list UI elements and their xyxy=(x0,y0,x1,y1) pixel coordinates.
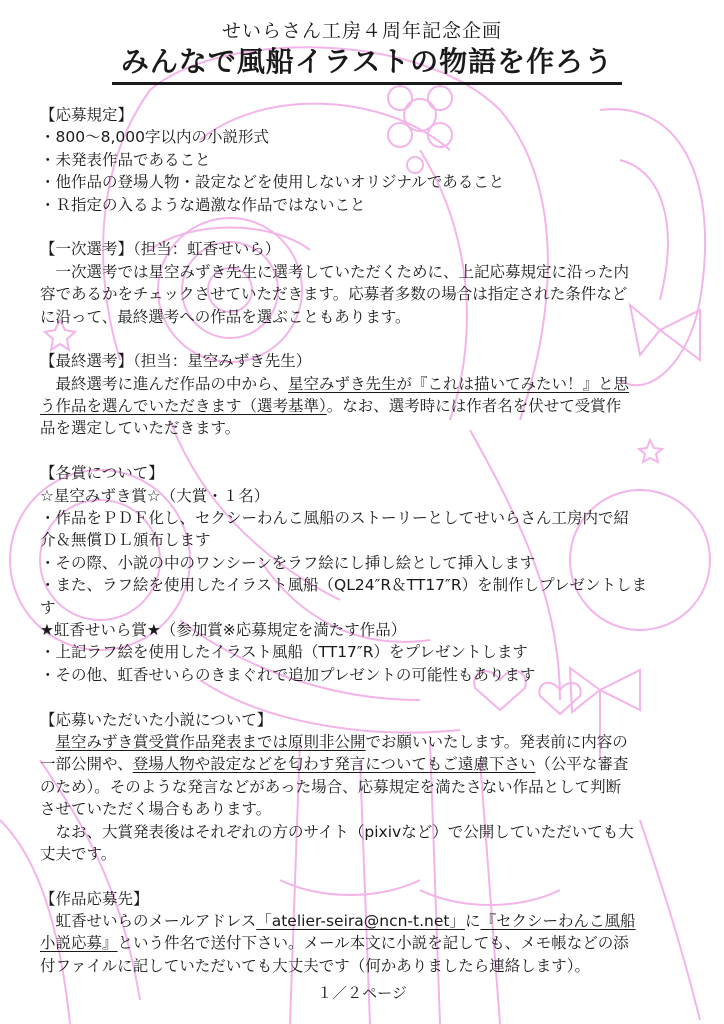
list-item: ・他作品の登場人物・設定などを使用しないオリジナルであること xyxy=(40,173,505,192)
email-address-link[interactable]: 「atelier-seira@ncn-t.net」 xyxy=(256,912,465,931)
section-heading-first-selection xyxy=(40,238,704,260)
paragraph-line xyxy=(40,910,704,932)
paragraph-line: なお、大賞発表後はそれぞれの方のサイト（pixivなど）で公開していただいても大 xyxy=(40,822,634,841)
list-item: ・上記ラフ絵を使用したイラスト風船（TT17″R）をプレゼントします xyxy=(40,643,528,662)
page-subtitle: せいらさん工房４周年記念企画 xyxy=(221,20,502,42)
section-heading-final-selection xyxy=(40,350,704,372)
section-heading-awards: 【各賞について】 xyxy=(40,464,164,483)
text-span: 虹香せいらのメールアドレス xyxy=(40,912,257,931)
paragraph-line: に沿って、最終選考への作品を選ぶこともあります。 xyxy=(40,307,411,326)
section-heading-about-novels: 【応募いただいた小説について】 xyxy=(40,710,273,729)
heading-note: （担当：虹香せいら） xyxy=(133,240,281,259)
award-title-grand: ☆星空みずき賞☆（大賞・１名） xyxy=(40,486,270,505)
list-item: ・その他、虹香せいらのきまぐれで追加プレゼントの可能性もあります xyxy=(40,665,536,684)
list-item: ・その際、小説の中のワンシーンをラフ絵にし挿し絵として挿入します xyxy=(40,553,536,572)
underlined-text: 『セクシーわんこ風船 xyxy=(480,912,636,931)
paragraph-line xyxy=(40,932,704,954)
text-span: でお願いいたします。発表前に内容の xyxy=(365,732,628,751)
page-number: １／２ページ xyxy=(317,984,407,1002)
text-span: という件名で送付下さい。メール本文に小説を記しても、メモ帳などの添 xyxy=(117,934,629,953)
text-span: 一部公開や、 xyxy=(40,755,133,774)
paragraph-line: 一次選考では星空みずき先生に選考していただくために、上記応募規定に沿った内 xyxy=(40,262,630,281)
paragraph-line xyxy=(40,753,704,775)
list-item: ・また、ラフ絵を使用したイラスト風船（QL24″R＆TT17″R）を制作しプレゼントしま xyxy=(40,576,647,595)
text-span: に xyxy=(464,912,481,931)
paragraph-line: 付ファイルに記していただいても大丈夫です（何かありましたら連絡します）。 xyxy=(40,956,590,975)
paragraph-line: させていただく場合もあります。 xyxy=(40,800,272,819)
heading-label: 【最終選考】 xyxy=(40,352,134,371)
underlined-text: 星空みずき先生が『これは描いてみたい！』と思 xyxy=(288,374,630,393)
underlined-text: う作品を選んでいただきます（選考基準） xyxy=(40,397,327,416)
section-heading-submission: 【作品応募先】 xyxy=(40,889,149,908)
paragraph-line: のため）。そのような発言などがあった場合、応募規定を満たさない作品として判断 xyxy=(40,777,622,796)
list-item: 介＆無償ＤＬ頒布します xyxy=(40,531,211,550)
list-item: ・作品をＰＤＦ化し、セクシーわんこ風船のストーリーとしてせいらさん工房内で紹 xyxy=(40,509,630,528)
heading-note: （担当：星空みずき先生） xyxy=(133,352,312,371)
section-heading-rules: 【応募規定】 xyxy=(40,106,134,124)
paragraph-line: 容であるかをチェックさせていただきます。応募者多数の場合は指定された条件など xyxy=(40,285,628,304)
list-item: ・800～8,000字以内の小説形式 xyxy=(40,128,269,147)
document-body xyxy=(40,104,704,977)
paragraph-line: 品を選定していただきます。 xyxy=(40,419,241,438)
list-item: ・Ｒ指定の入るような過激な作品ではないこと xyxy=(40,195,366,214)
text-span: （公平な審査 xyxy=(535,755,629,774)
page-title: みんなで風船イラストの物語を作ろう xyxy=(112,44,622,85)
paragraph-line xyxy=(40,373,704,395)
text-span: 。なお、選考時には作者名を伏せて受賞作 xyxy=(326,397,622,416)
text-span xyxy=(40,733,56,751)
award-title-participation: ★虹香せいら賞★（参加賞※応募規定を満たす作品） xyxy=(40,620,407,639)
underlined-text: 星空みずき賞受賞作品発表までは原則非公開 xyxy=(55,732,366,751)
paragraph-line: 丈夫です。 xyxy=(40,844,117,863)
text-span: 最終選考に進んだ作品の中から、 xyxy=(40,374,289,393)
paragraph-line xyxy=(40,395,704,417)
underlined-text: 登場人物や設定などを匂わす発言についてもご遠慮下さい xyxy=(132,755,536,774)
heading-label: 【一次選考】 xyxy=(40,240,134,259)
paragraph-line xyxy=(40,731,704,753)
underlined-text: 小説応募』 xyxy=(40,934,118,953)
list-item: ・未発表作品であること xyxy=(40,150,211,169)
list-item: す xyxy=(40,598,56,617)
